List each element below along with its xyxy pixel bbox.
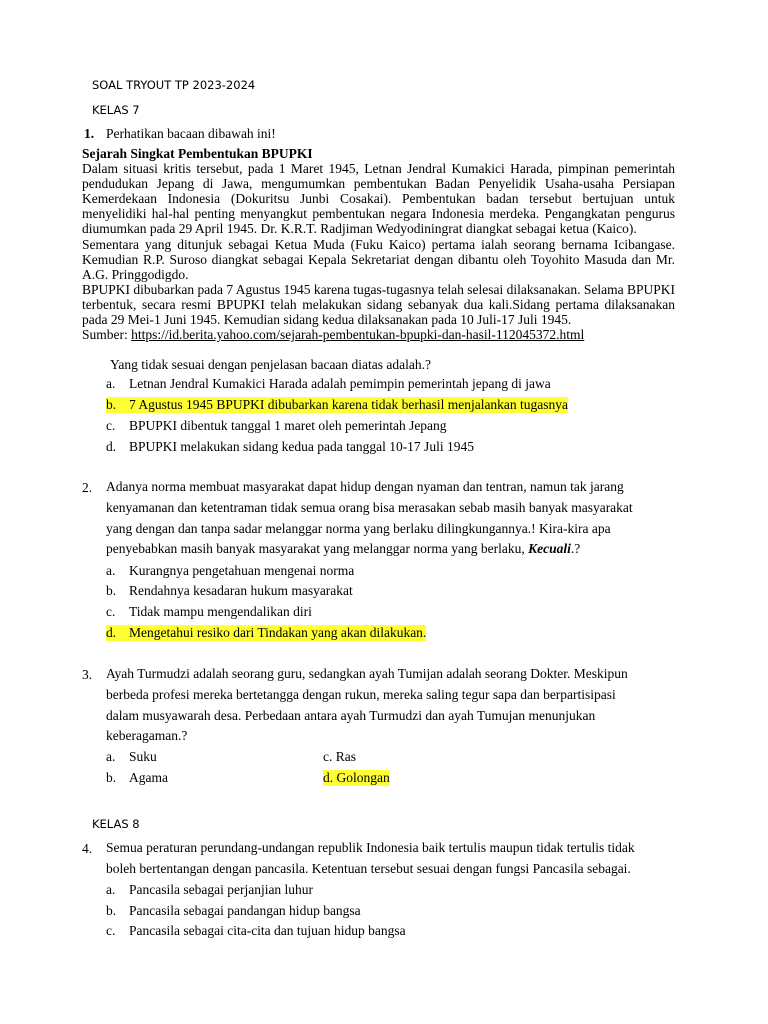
option-letter: c. — [106, 923, 116, 938]
option-text: 7 Agustus 1945 BPUPKI dibubarkan karena tidak berhasil menjalankan tugasnya — [129, 397, 569, 412]
option-letter: a. — [106, 376, 116, 391]
q4-option-c[interactable] — [106, 923, 406, 939]
q2-option-a[interactable] — [106, 563, 354, 579]
q3-option-c[interactable] — [323, 749, 356, 765]
option-text: Tidak mampu mengendalikan diri — [129, 604, 312, 619]
option-text: Ras — [335, 749, 356, 764]
reading-passage — [82, 146, 675, 342]
q2-option-c[interactable] — [106, 604, 312, 620]
option-text: Rendahnya kesadaran hukum masyarakat — [129, 583, 353, 598]
q4-option-a[interactable] — [106, 882, 313, 898]
question-4-number: 4. — [82, 841, 93, 856]
source-label: Sumber: — [82, 327, 132, 343]
question-line: kenyamanan dan ketentraman tidak semua orang bisa merasakan sebab masih banyak masyarakat — [106, 499, 633, 515]
question-2-number: 2. — [82, 480, 93, 495]
q3-option-a[interactable] — [106, 749, 157, 765]
question-line: dalam musyawarah desa. Perbedaan antara ayah Turmudzi dan ayah Tumujan menunjukan — [106, 707, 596, 723]
passage-paragraph-2: Sementara yang ditunjuk sebagai Ketua Muda (Fuku Kaico) pertama ialah seorang bernama Icibangase. Kemudian R.P. Suroso diangkat sebagai Kepala Sekretariat dengan dibantu oleh Toyohito Masuda dan Mr. A.G. Pringgodigdo. — [82, 236, 675, 282]
option-text: Golongan — [336, 770, 390, 785]
option-text: Kurangnya pengetahuan mengenai norma — [129, 563, 355, 578]
option-text: Agama — [129, 770, 168, 785]
option-text: Suku — [129, 749, 157, 764]
option-letter: d. — [106, 625, 117, 640]
option-text: Letnan Jendral Kumakici Harada adalah pemimpin pemerintah jepang di jawa — [129, 376, 551, 391]
option-letter: d. — [323, 770, 334, 785]
q3-option-d[interactable] — [323, 770, 390, 786]
option-letter: c. — [106, 418, 116, 433]
q2-option-d[interactable] — [106, 625, 426, 641]
q1-option-c[interactable] — [106, 418, 447, 434]
question-2-text — [106, 477, 675, 560]
passage-source — [82, 327, 675, 342]
option-text: Mengetahui resiko dari Tindakan yang akan dilakukan. — [129, 625, 427, 640]
question-line: yang dengan dan tanpa sadar melanggar norma yang berlaku dilingkungannya.! Kira-kira apa — [106, 520, 611, 536]
question-4-text — [106, 838, 675, 880]
option-letter: b. — [106, 397, 117, 412]
q4-option-b[interactable] — [106, 903, 361, 919]
question-line: Ayah Turmudzi adalah seorang guru, sedangkan ayah Tumijan adalah seorang Dokter. Meskipun — [106, 666, 628, 681]
question-3-number: 3. — [82, 667, 93, 682]
option-letter: c. — [106, 604, 116, 619]
option-text: Pancasila sebagai pandangan hidup bangsa — [129, 903, 361, 918]
source-link[interactable]: https://id.berita.yahoo.com/sejarah-pembentukan-bpupki-dan-hasil-112045372.html — [131, 327, 585, 343]
q1-option-d[interactable] — [106, 439, 474, 455]
question-1-number: 1. — [84, 126, 95, 141]
q1-option-a[interactable] — [106, 376, 551, 392]
kecuali-emphasis: Kecuali — [528, 541, 571, 557]
question-line: berbeda profesi mereka bertetangga dengan rukun, mereka saling tegur sapa dan berpartisipasi — [106, 686, 616, 702]
question-line: keberagaman.? — [106, 728, 188, 744]
class-7-heading: KELAS 7 — [92, 103, 140, 117]
option-letter: c. — [323, 749, 333, 764]
option-text: Pancasila sebagai cita-cita dan tujuan hidup bangsa — [129, 923, 406, 938]
class-8-heading: KELAS 8 — [92, 817, 140, 831]
option-letter: b. — [106, 903, 117, 918]
question-line: boleh bertentangan dengan pancasila. Ketentuan tersebut sesuai dengan fungsi Pancasila sebagai. — [106, 860, 631, 876]
option-text: Pancasila sebagai perjanjian luhur — [129, 882, 314, 897]
option-text: BPUPKI melakukan sidang kedua pada tanggal 10-17 Juli 1945 — [129, 439, 474, 454]
option-letter: b. — [106, 583, 117, 598]
question-line: Adanya norma membuat masyarakat dapat hidup dengan nyaman dan tentran, namun tak jarang — [106, 479, 624, 494]
option-text: BPUPKI dibentuk tanggal 1 maret oleh pemerintah Jepang — [129, 418, 447, 433]
question-1-prompt: Yang tidak sesuai dengan penjelasan bacaan diatas adalah.? — [110, 357, 432, 372]
q2-option-b[interactable] — [106, 583, 353, 599]
question-1-stem: Perhatikan bacaan dibawah ini! — [106, 126, 276, 141]
passage-paragraph-3: BPUPKI dibubarkan pada 7 Agustus 1945 karena tugas-tugasnya telah selesai dilaksanakan. Selama BPUPKI terbentuk, secara resmi BPUPKI telah melakukan sidang sebanyak dua kali.Sidang pertama dilaksanakan pada 29 Mei-1 Juni 1945. Kemudian sidang kedua dilaksanakan pada 10 Juli-17 Juli 1945. — [82, 281, 675, 328]
passage-title: Sejarah Singkat Pembentukan BPUPKI — [82, 146, 313, 161]
q3-option-b[interactable] — [106, 770, 168, 786]
passage-paragraph-1: Dalam situasi kritis tersebut, pada 1 Maret 1945, Letnan Jendral Kumakici Harada, pimpinan pemerintah pendudukan Jepang di Jawa, mengumumkan pembentukan Badan Penyelidik Usaha-usaha Persiapan Kemerdekaan Indonesia (Dokuritsu Junbi Cosakai). Pembentukan badan tersebut bertujuan untuk menyelidiki hal-hal penting menyangkut pembentukan negara Indonesia merdeka. Pengangkatan pengurus diumumkan pada 29 April 1945. Dr. K.R.T. Radjiman Wedyodiningrat diangkat sebagai ketua (Kaico). — [82, 161, 675, 237]
option-letter: a. — [106, 749, 116, 764]
option-letter: b. — [106, 770, 117, 785]
option-letter: a. — [106, 882, 116, 897]
q1-option-b[interactable] — [106, 397, 568, 413]
exam-title: SOAL TRYOUT TP 2023-2024 — [92, 78, 256, 92]
option-letter: d. — [106, 439, 117, 454]
question-3-text — [106, 664, 675, 747]
question-line: penyebabkan masih banyak masyarakat yang melanggar norma yang berlaku, Kecuali.? — [106, 541, 581, 557]
question-line: Semua peraturan perundang-undangan republik Indonesia baik tertulis maupun tidak tertulis tidak — [106, 840, 635, 855]
option-letter: a. — [106, 563, 116, 578]
